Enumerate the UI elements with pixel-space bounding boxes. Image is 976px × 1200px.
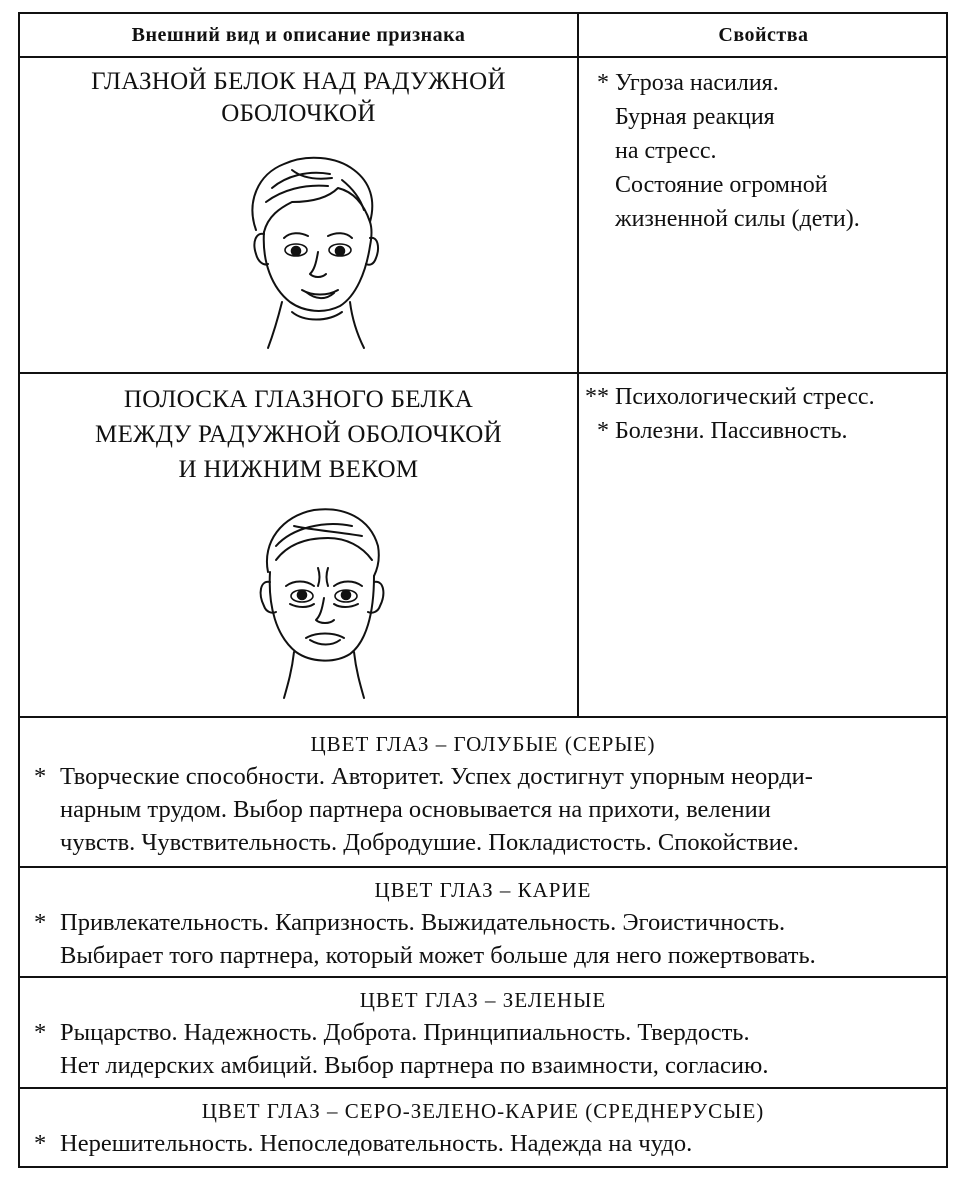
row-divider: [20, 372, 946, 374]
section-title: ЦВЕТ ГЛАЗ – КАРИЕ: [374, 878, 592, 902]
section-brown: [20, 874, 946, 972]
row2-properties: [579, 380, 948, 448]
property-line: Бурная реакция: [615, 104, 775, 130]
section-title: ЦВЕТ ГЛАЗ – СЕРО-ЗЕЛЕНО-КАРИЕ (СРЕДНЕРУСЫЕ): [201, 1099, 765, 1123]
eye-signs-table: [18, 12, 948, 1168]
property-line: ** Психологический стресс.: [585, 384, 875, 410]
property-line: Состояние огромной: [615, 172, 828, 198]
section-blue-grey: [20, 728, 946, 859]
section-grey-green-brown: [20, 1095, 946, 1160]
row-divider: [20, 716, 946, 718]
section-title: ЦВЕТ ГЛАЗ – ЗЕЛЕНЫЕ: [359, 988, 607, 1012]
section-text: * Рыцарство. Надежность. Доброта. Принципиальность. Твердость. Нет лидерских амбиций. Выбор партнера по взаимности, согласию.: [34, 1019, 769, 1079]
header-divider: [20, 56, 946, 58]
section-text: * Творческие способности. Авторитет. Успех достигнут упорным неорди- нарным трудом. Выбор партнера основывается на прихоти, велении чувств. Чувствительность. Добродушие. Покладистость. Спокойствие.: [34, 763, 813, 856]
section-green: [20, 984, 946, 1082]
header-appearance: Внешний вид и описание признака: [131, 24, 466, 46]
property-line: жизненной силы (дети).: [615, 206, 860, 232]
row1-properties: [579, 66, 948, 236]
face-illustration-man: [242, 502, 402, 702]
face-illustration-woman: [232, 152, 392, 352]
section-text: * Привлекательность. Капризность. Выжидательность. Эгоистичность. Выбирает того партнера, который может больше для него пожертвовать.: [34, 909, 816, 969]
property-line: * Болезни. Пассивность.: [597, 418, 848, 444]
section-title: ЦВЕТ ГЛАЗ – ГОЛУБЫЕ (СЕРЫЕ): [310, 732, 656, 756]
header-properties: Свойства: [718, 24, 809, 46]
row1-title: ГЛАЗНОЙ БЕЛОК НАД РАДУЖНОЙ ОБОЛОЧКОЙ: [91, 68, 506, 127]
section-divider: [20, 866, 946, 868]
section-text: * Нерешительность. Непоследовательность. Надежда на чудо.: [34, 1130, 693, 1157]
section-divider: [20, 976, 946, 978]
property-line: на стресс.: [615, 138, 717, 164]
property-line: * Угроза насилия.: [597, 70, 779, 96]
row2-title: ПОЛОСКА ГЛАЗНОГО БЕЛКА МЕЖДУ РАДУЖНОЙ ОБОЛОЧКОЙ И НИЖНИМ ВЕКОМ: [95, 386, 502, 483]
section-divider: [20, 1087, 946, 1089]
